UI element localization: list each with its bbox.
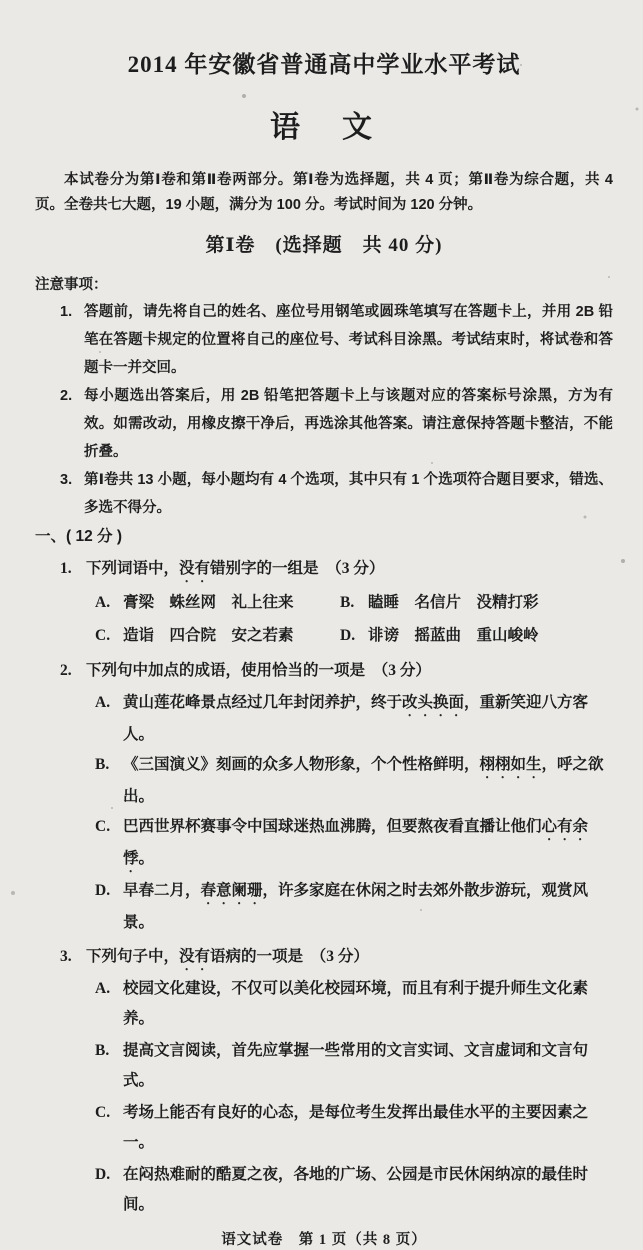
notice-block (35, 272, 613, 522)
notice-item-text: 每小题选出答案后，用 2B 铅笔把答题卡上与该题对应的答案标号涂黑，方为有效。如需改动，用橡皮擦干净后，再选涂其他答案。请注意保持答题卡整洁，不能折叠。 (84, 388, 613, 460)
question-number: 1. (60, 560, 72, 577)
part-one-heading: 一、( 12 分 ) (35, 528, 122, 545)
option-label: A. (95, 594, 111, 611)
section-one-heading: 第Ⅰ卷 (选择题 共 40 分) (205, 235, 443, 256)
option-c (95, 619, 340, 652)
option-text: 瞌睡 名信片 没精打彩 (368, 594, 539, 611)
notice-item-number: 2. (60, 388, 73, 404)
emphasized-idiom: 改头换面 (402, 694, 465, 711)
option-label: C. (95, 1104, 111, 1121)
notice-heading: 注意事项： (35, 277, 108, 293)
option-text: 早春二月，春意阑珊，许多家庭在休闲之时去郊外散步游玩，观赏风景。 (123, 882, 589, 931)
option-c (95, 812, 613, 876)
option-label: D. (340, 627, 356, 644)
option-text: 《三国演义》刻画的众多人物形象，个个性格鲜明，栩栩如生，呼之欲出。 (123, 756, 604, 805)
question-stem-text: 下列句子中，没有语病的一项是 （3 分） (86, 948, 369, 965)
question-number: 2. (60, 662, 72, 679)
question-2-stem (35, 656, 613, 688)
page-footer: 语文试卷 第 1 页（共 8 页） (221, 1232, 427, 1248)
notice-item-number: 1. (60, 304, 73, 320)
question-1 (35, 554, 613, 652)
notice-item-2 (35, 382, 613, 466)
option-c (95, 1098, 613, 1160)
question-stem-text: 下列词语中，没有错别字的一组是 （3 分） (86, 560, 385, 577)
question-number: 3. (60, 948, 72, 965)
exam-description: 本试卷分为第Ⅰ卷和第Ⅱ卷两部分。第Ⅰ卷为选择题，共 4 页；第Ⅱ卷为综合题，共 4 页。全卷共七大题，19 小题，满分为 100 分。考试时间为 120 分钟。 (35, 172, 613, 213)
notice-item-1 (35, 298, 613, 382)
option-text: 巴西世界杯赛事令中国球迷热血沸腾，但要熬夜看直播让他们心有余悸。 (123, 818, 589, 867)
option-label: D. (95, 1166, 111, 1183)
emphasized-idiom: 栩栩如生 (479, 756, 542, 773)
subject-title: 语 文 (270, 111, 378, 144)
option-a (95, 974, 613, 1036)
option-label: A. (95, 980, 111, 997)
question-1-options (95, 586, 613, 652)
option-b (340, 586, 613, 619)
emphasized-idiom: 春意阑珊 (200, 882, 263, 899)
option-text: 诽谤 摇蓝曲 重山峻岭 (368, 627, 539, 644)
option-text: 在闷热难耐的酷夏之夜，各地的广场、公园是市民休闲纳凉的最佳时间。 (123, 1166, 589, 1213)
option-label: B. (95, 1042, 110, 1059)
option-label: D. (95, 882, 111, 899)
emphasized-idiom: 心有余悸 (123, 818, 589, 867)
question-2 (35, 656, 613, 938)
notice-item-text: 答题前，请先将自己的姓名、座位号用钢笔或圆珠笔填写在答题卡上，并用 2B 铅笔在答题卡规定的位置将自己的座位号、考试科目涂黑。考试结束时，将试卷和答题卡一并交回。 (84, 304, 613, 376)
option-label: B. (340, 594, 355, 611)
question-3 (35, 942, 613, 1222)
emphasized-text: 没有 (179, 948, 211, 965)
option-a (95, 586, 340, 619)
option-b (95, 1036, 613, 1098)
emphasized-text: 没有 (179, 560, 211, 577)
option-text: 考场上能否有良好的心态，是每位考生发挥出最佳水平的主要因素之一。 (123, 1104, 589, 1151)
option-d (95, 1160, 613, 1222)
option-d (95, 876, 613, 938)
notice-item-number: 3. (60, 472, 73, 488)
notice-item-3 (35, 466, 613, 522)
question-3-stem (35, 942, 613, 974)
option-d (340, 619, 613, 652)
option-text: 校园文化建设，不仅可以美化校园环境，而且有利于提升师生文化素养。 (123, 980, 589, 1027)
option-label: B. (95, 756, 110, 773)
question-stem-text: 下列句中加点的成语，使用恰当的一项是 （3 分） (86, 662, 431, 679)
option-label: C. (95, 818, 111, 835)
option-text: 提高文言阅读，首先应掌握一些常用的文言实词、文言虚词和文言句式。 (123, 1042, 589, 1089)
option-b (95, 750, 613, 812)
exam-paper-page (0, 48, 643, 1250)
option-text: 膏梁 蛛丝网 礼上往来 (123, 594, 294, 611)
exam-title: 2014 年安徽省普通高中学业水平考试 (127, 52, 521, 77)
notice-item-text: 第Ⅰ卷共 13 小题，每小题均有 4 个选项，其中只有 1 个选项符合题目要求，错选、多选不得分。 (84, 472, 613, 516)
question-1-stem (35, 554, 613, 586)
option-text: 造诣 四合院 安之若素 (123, 627, 294, 644)
option-label: C. (95, 627, 111, 644)
option-a (95, 688, 613, 750)
option-text: 黄山莲花峰景点经过几年封闭养护，终于改头换面，重新笑迎八方客人。 (123, 694, 589, 743)
option-label: A. (95, 694, 111, 711)
